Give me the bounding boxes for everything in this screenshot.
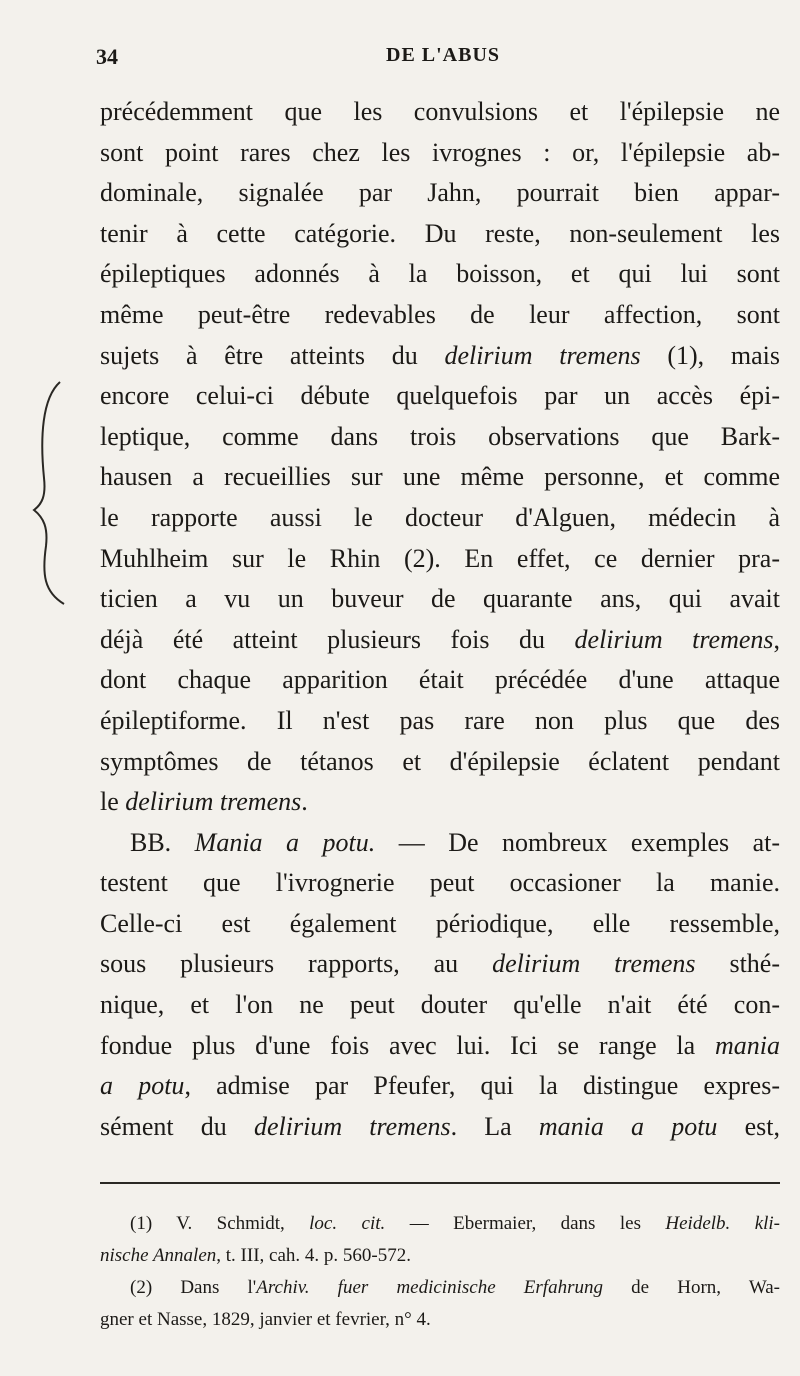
page-number: 34 [96,44,118,69]
footnote-line: (2) Dans l'Archiv. fuer medicinische Erfahrung de Horn, Wa- [130,1277,781,1298]
text-line: sujets à être atteints du delirium tremens (1), mais [100,340,780,370]
footnotes [100,1208,781,1336]
text-line: précédemment que les convulsions et l'épilepsie ne [100,97,780,126]
text-line: le delirium tremens. [100,787,308,817]
text-line: même peut-être redevables de leur affection, sont [100,299,780,329]
text-line: sont point rares chez les ivrognes : or, l'épilepsie ab- [100,137,780,167]
footnote-line: nische Annalen, t. III, cah. 4. p. 560-572. [100,1245,411,1266]
text-line: Muhlheim sur le Rhin (2). En effet, ce dernier pra- [100,543,780,573]
text-line: sément du delirium tremens. La mania a potu est, [100,1111,780,1141]
running-head: DE L'ABUS [386,44,501,66]
text-line: épileptiforme. Il n'est pas rare non plus que des [100,705,780,735]
text-line: sous plusieurs rapports, au delirium tremens sthé- [100,949,780,979]
text-line: épileptiques adonnés à la boisson, et qui lui sont [100,259,780,289]
text-line: fondue plus d'une fois avec lui. Ici se range la mania [100,1030,780,1060]
page-header [96,44,770,74]
text-line: encore celui-ci débute quelquefois par un accès épi- [100,381,780,411]
footnote-line: (1) V. Schmidt, loc. cit. — Ebermaier, dans les Heidelb. kli- [130,1213,781,1234]
footnote-divider [100,1182,780,1184]
text-line: tenir à cette catégorie. Du reste, non-seulement les [100,218,780,248]
handwritten-brace-mark [30,378,80,608]
text-line: nique, et l'on ne peut douter qu'elle n'ait été con- [100,990,780,1020]
text-line: symptômes de tétanos et d'épilepsie éclatent pendant [100,746,780,776]
text-line: Celle-ci est également périodique, elle ressemble, [100,908,780,938]
text-line: le rapporte aussi le docteur d'Alguen, médecin à [100,502,780,532]
main-text [100,92,780,1147]
text-line: testent que l'ivrognerie peut occasioner la manie. [100,868,780,898]
footnote-line: gner et Nasse, 1829, janvier et fevrier, n° 4. [100,1309,431,1330]
text-line: ticien a vu un buveur de quarante ans, qui avait [100,584,780,614]
section-heading-line: BB. Mania a potu. — De nombreux exemples at- [130,827,780,857]
text-line: hausen a recueillies sur une même personne, et comme [100,462,780,492]
text-line: dont chaque apparition était précédée d'une attaque [100,665,780,695]
text-line: dominale, signalée par Jahn, pourrait bien appar- [100,178,780,208]
text-line: leptique, comme dans trois observations que Bark- [100,421,780,451]
text-line: a potu, admise par Pfeufer, qui la distingue expres- [100,1071,780,1101]
text-line: déjà été atteint plusieurs fois du delirium tremens, [100,624,780,654]
